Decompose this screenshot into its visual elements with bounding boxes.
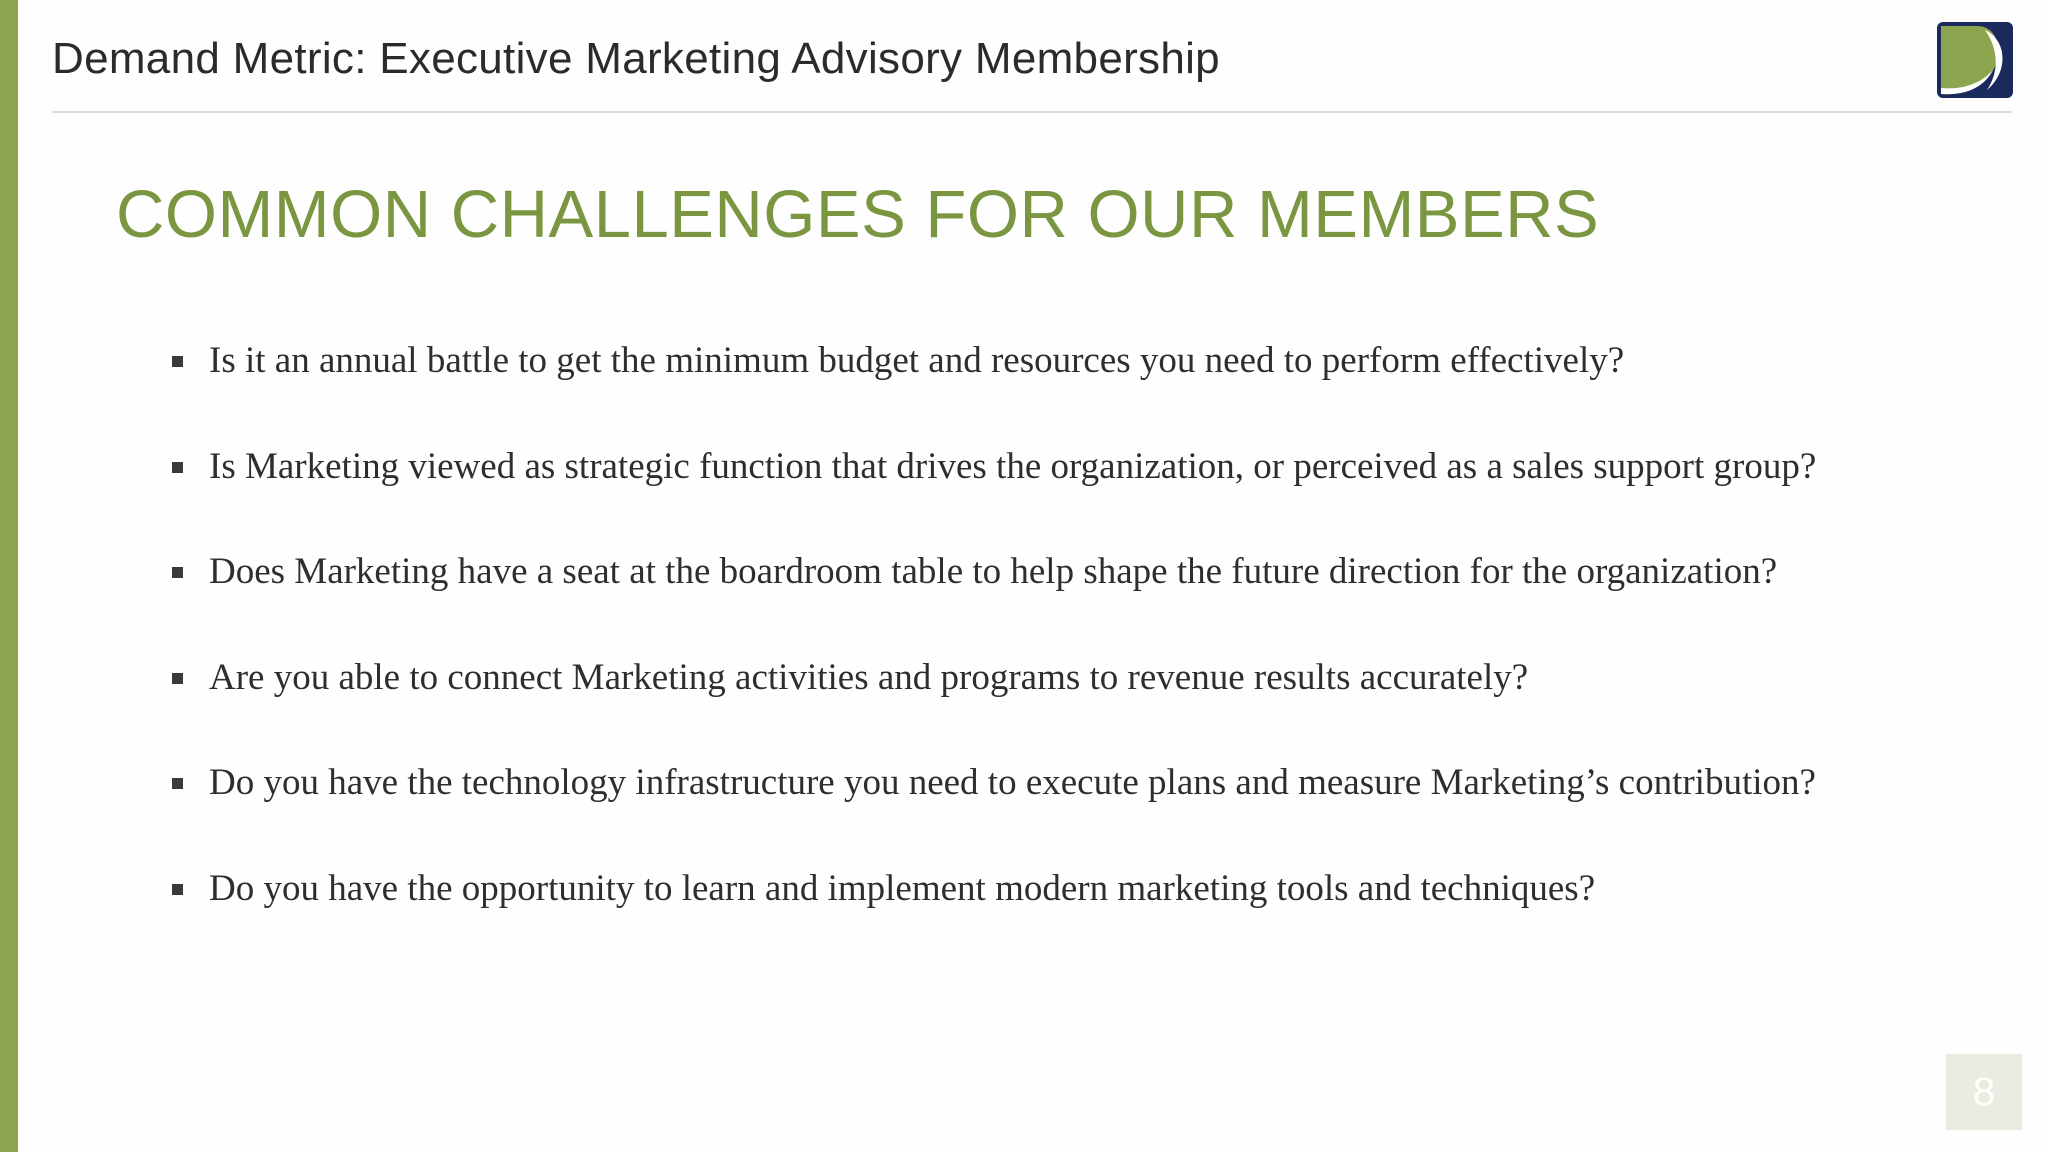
list-item <box>172 866 2012 972</box>
list-item-text: Is it an annual battle to get the minimum budget and resources you need to perform effectively? <box>209 340 1625 381</box>
list-item-text: Do you have the opportunity to learn and implement modern marketing tools and techniques? <box>209 867 1596 909</box>
challenge-list <box>172 338 2012 971</box>
square-bullet-icon <box>172 778 183 789</box>
list-item <box>172 655 2012 761</box>
square-bullet-icon <box>172 567 183 578</box>
page-number: 8 <box>1972 1069 1996 1114</box>
header-divider <box>52 111 2012 113</box>
list-item-text: Is Marketing viewed as strategic function that drives the organization, or perceived as a sales support group? <box>209 445 1817 487</box>
list-item <box>172 760 2012 866</box>
section-title: COMMON CHALLENGES FOR OUR MEMBERS <box>116 177 1600 252</box>
square-bullet-icon <box>172 884 183 895</box>
list-item <box>172 549 2012 655</box>
square-bullet-icon <box>172 462 183 473</box>
square-bullet-icon <box>172 356 183 367</box>
list-item-text: Are you able to connect Marketing activities and programs to revenue results accurately? <box>209 656 1529 698</box>
header-title: Demand Metric: Executive Marketing Advisory Membership <box>52 34 1220 83</box>
list-item-text: Do you have the technology infrastructure you need to execute plans and measure Marketing’s contribution? <box>209 762 1816 803</box>
square-bullet-icon <box>172 673 183 684</box>
page-number-box <box>1946 1054 2022 1130</box>
list-item-text: Does Marketing have a seat at the boardroom table to help shape the future direction for the organization? <box>209 551 1778 592</box>
demand-metric-logo-icon <box>1937 22 2013 98</box>
list-item <box>172 338 2012 444</box>
accent-side-bar <box>0 0 18 1152</box>
list-item <box>172 444 2012 550</box>
